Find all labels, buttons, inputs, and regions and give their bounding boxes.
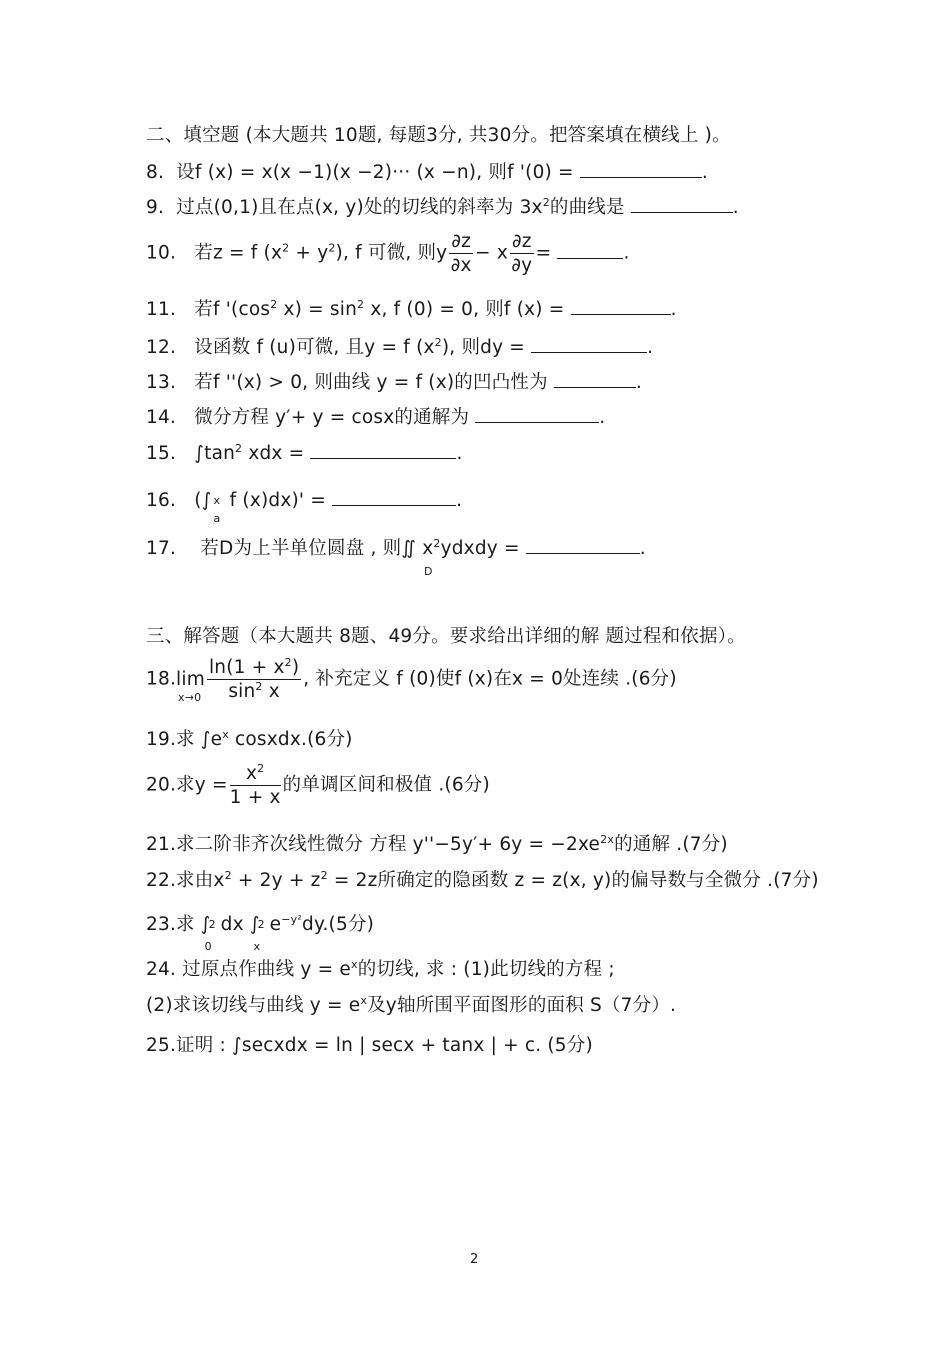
answer-blank[interactable] [554,386,636,388]
superscript: 2 [320,869,328,882]
question-23: 23.求 ∫ 2 0 dx ∫ 2 x $e^{-y^2}dy.(5$分) [146,913,375,953]
fraction: $\frac{\ln(1 + x^2)}{\sin^2 x}$ [208,656,300,703]
question-text: ydxdy = [440,538,520,559]
answer-blank[interactable] [310,457,456,459]
question-text: (∫ [194,490,212,511]
question-text: (2)求该切线与曲线 y = e [146,995,361,1016]
question-24-part2 [146,991,676,1017]
question-text: dx ∫ [220,914,260,935]
superscript: x [351,958,358,971]
question-text: dy.(5分) [302,914,375,935]
question-number: 18. [146,668,177,690]
section3-heading: 三、解答题（本大题共 8题、49分。要求给出详细的解 题过程和依据）。 [146,626,746,647]
superscript: 2 [270,298,278,311]
equals: = [535,242,552,264]
question-number: 24. [146,959,177,980]
question-21 [146,830,728,856]
punct: . [599,407,606,428]
answer-blank[interactable] [531,351,647,353]
question-text: 求 ∫e [176,729,223,750]
question-text: 过原点作曲线 y = e [182,959,351,980]
question-number: 22. [146,870,177,891]
superscript: 2 [542,196,550,209]
question-8 [146,158,708,184]
question-text: 的单调区间和极值 .(6分) [282,774,490,796]
question-25 [146,1031,593,1057]
question-text: x) = sin [277,299,358,320]
superscript: x [222,728,229,741]
question-text: cosxdx.(6分) [228,729,353,750]
question-number: 13. [146,372,177,393]
punct: . [635,372,642,393]
partial-fraction-x: $\frac{\partial z}{\partial x}$ [450,231,472,277]
superscript: 2 [433,537,441,550]
question-text: 及y轴所围平面图形的面积 S（7分）. [367,995,677,1016]
question-text: ), 则dy = [441,337,526,358]
question-number: 10. [146,242,177,264]
question-13 [146,368,642,394]
superscript: 2 [357,298,365,311]
question-number: 12. [146,337,177,358]
question-18 [146,656,677,703]
question-10 [146,230,630,277]
question-text: 若z = f (x [194,242,283,264]
question-22 [146,866,819,892]
question-19 [146,725,353,751]
question-number: 25. [146,1035,177,1056]
question-text: 的曲线是 [549,197,625,218]
question-text: ), f 可微, 则y [335,242,448,264]
question-number: 15. [146,443,177,464]
punct: . [456,490,463,511]
question-number: 17. [146,538,177,559]
punct: . [732,197,739,218]
superscript: 2x [600,833,615,846]
question-text: 设f (x) = x(x −1)(x −2)··· (x −n), 则f '(0) = [176,162,574,183]
question-number: 23. [146,914,177,935]
question-15 [146,442,463,464]
question-text: ∫tan [194,443,236,464]
question-text: + y [289,242,329,264]
question-text: xdx = [242,443,305,464]
question-20 [146,762,490,809]
punct: . [701,162,708,183]
page-number: 2 [470,1252,479,1267]
question-14 [146,403,605,429]
question-text: 微分方程 y′+ y = cosx的通解为 [194,407,470,428]
fraction: $\frac{x^2}{1 + x}$ [229,762,281,809]
answer-blank[interactable] [631,211,733,213]
question-number: 21. [146,834,177,855]
superscript: −y² [281,913,303,926]
question-11 [146,295,677,321]
answer-blank[interactable] [475,421,599,423]
section2-heading: 二、填空题 (本大题共 10题, 每题3分, 共30分。把答案填在横线上 )。 [146,125,731,146]
question-text: 求二阶非齐次线性微分 方程 y''−5y′+ 6y = −2xe [176,834,601,855]
punct: . [670,299,677,320]
question-text: + 2y + z [231,870,321,891]
punct: . [623,242,630,264]
superscript: 2 [434,336,442,349]
answer-blank[interactable] [571,313,671,315]
superscript: 2 [282,241,290,255]
question-text: x, f (0) = 0, 则f (x) = [364,299,565,320]
question-24-part1 [146,955,615,981]
superscript: x [360,994,368,1007]
answer-blank[interactable] [557,257,623,259]
question-number: 19. [146,729,177,750]
superscript: 2 [328,241,336,255]
question-number: 11. [146,299,177,320]
question-text: 若D为上半单位圆盘 , 则∬ x [200,538,434,559]
question-text: 若f ''(x) > 0, 则曲线 y = f (x)的凹凸性为 [194,372,548,393]
question-text: − x [475,242,508,264]
partial-fraction-y: $\frac{\partial z}{\partial y}$ [511,231,533,277]
limit: lim x→0 [176,668,205,704]
question-text: 求y = [176,774,228,796]
question-12 [146,333,653,359]
question-number: 9. [146,197,165,218]
question-17 [146,534,646,560]
punct: . [647,337,654,358]
question-text: , 补充定义 f (0)使f (x)在x = 0处连续 .(6分) [303,668,677,690]
question-16: 16. (∫ x a f (x)dx)' = . [146,490,463,525]
question-text: 若f '(cos [194,299,271,320]
question-text: f (x)dx)' = [223,490,326,511]
question-number: 16. [146,490,177,511]
punct: . [639,538,646,559]
question-text: e [269,914,282,935]
answer-blank[interactable] [526,552,640,554]
question-text: = 2z所确定的隐函数 z = z(x, y)的偏导数与全微分 .(7分) [327,870,819,891]
superscript: 2 [235,442,243,455]
question-text: 的通解 .(7分) [614,834,728,855]
question-number: 8. [146,162,165,183]
answer-blank[interactable] [332,504,456,506]
question-number: 20. [146,774,177,796]
question-text: 过点(0,1)且在点(x, y)处的切线的斜率为 3x [176,197,543,218]
question-number: 14. [146,407,177,428]
question-text: 设函数 f (u)可微, 且y = f (x [194,337,435,358]
question-text: 求由x [176,870,225,891]
question-text: 证明 : ∫secxdx = ln | secx + tanx | + c. (5分) [176,1035,593,1056]
question-9 [146,193,739,219]
question-text: 的切线, 求 : (1)此切线的方程 ; [357,959,615,980]
answer-blank[interactable] [580,176,702,178]
question-text: 求 ∫ [176,914,211,935]
superscript: 2 [224,869,232,882]
double-integral-region: D [424,565,433,578]
punct: . [456,443,463,464]
